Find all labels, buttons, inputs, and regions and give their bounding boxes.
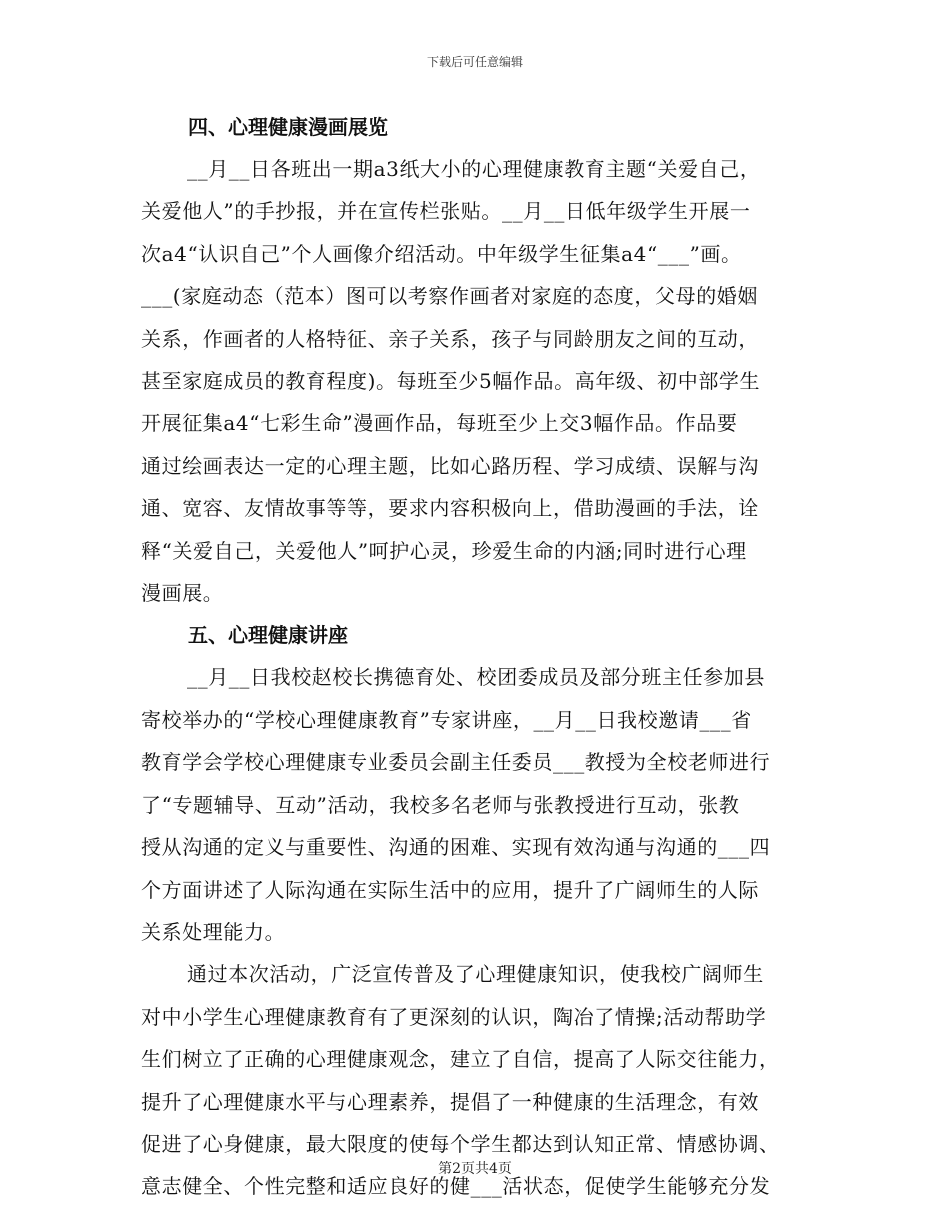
text-line: 授从沟通的定义与重要性、沟通的困难、实现有效沟通与沟通的___四	[141, 835, 771, 860]
text-line: 促进了心身健康，最大限度的使每个学生都达到认知正常、情感协调、	[141, 1131, 780, 1156]
text-line: 通、宽容、友情故事等等，要求内容积极向上，借助漫画的手法，诠	[141, 496, 759, 521]
section-4-heading: 四、心理健康漫画展览	[188, 115, 388, 139]
text-line: 了“专题辅导、互动”活动，我校多名老师与张教授进行互动，张教	[141, 792, 740, 817]
text-line: 次a4“认识自己”个人画像介绍活动。中年级学生征集a4“___”画。	[141, 241, 742, 266]
text-line: 意志健全、个性完整和适应良好的健___活状态，促使学生能够充分发	[141, 1174, 771, 1199]
text-line: 寄校举办的“学校心理健康教育”专家讲座，__月__日我校邀请___省	[141, 707, 752, 732]
page-header: 下载后可任意编辑	[426, 55, 523, 69]
text-line: 对中小学生心理健康教育有了更深刻的认识，陶冶了情操;活动帮助学	[141, 1004, 767, 1029]
text-line: 教育学会学校心理健康专业委员会副主任委员___教授为全校老师进行	[141, 750, 771, 775]
text-line: 个方面讲述了人际沟通在实际生活中的应用，提升了广阔师生的人际	[141, 877, 759, 902]
section-5-paragraph	[141, 656, 809, 953]
text-line: 生们树立了正确的心理健康观念，建立了自信，提高了人际交往能力，	[141, 1047, 780, 1072]
page-footer: 第2页共4页	[438, 1161, 512, 1177]
text-line: 关爱他人”的手抄报，并在宣传栏张贴。__月__日低年级学生开展一	[141, 199, 751, 224]
text-line: 甚至家庭成员的教育程度)。每班至少5幅作品。高年级、初中部学生	[141, 369, 761, 394]
text-line: 开展征集a4“七彩生命”漫画作品，每班至少上交3幅作品。作品要	[141, 411, 738, 436]
text-line: 通过绘画表达一定的心理主题，比如心路历程、学习成绩、误解与沟	[141, 453, 759, 478]
section-5-heading: 五、心理健康讲座	[188, 623, 348, 648]
text-line: 漫画展。	[141, 581, 224, 606]
text-line: 提升了心理健康水平与心理素养，提倡了一种健康的生活理念，有效	[141, 1089, 759, 1114]
text-line: 关系处理能力。	[141, 919, 286, 944]
text-line: ___(家庭动态（范本）图可以考察作画者对家庭的态度，父母的婚姻	[141, 284, 759, 309]
text-line: 通过本次活动，广泛宣传普及了心理健康知识，使我校广阔师生	[187, 962, 764, 987]
text-line: 释“关爱自己，关爱他人”呵护心灵，珍爱生命的内涵;同时进行心理	[141, 538, 747, 563]
document-body	[141, 106, 809, 1208]
text-line: 关系，作画者的人格特征、亲子关系，孩子与同龄朋友之间的互动，	[141, 326, 759, 351]
text-line: __月__日各班出一期a3纸大小的心理健康教育主题“关爱自己，	[187, 157, 761, 181]
section-4-paragraph	[141, 148, 809, 614]
text-line: __月__日我校赵校长携德育处、校团委成员及部分班主任参加县	[187, 665, 765, 690]
